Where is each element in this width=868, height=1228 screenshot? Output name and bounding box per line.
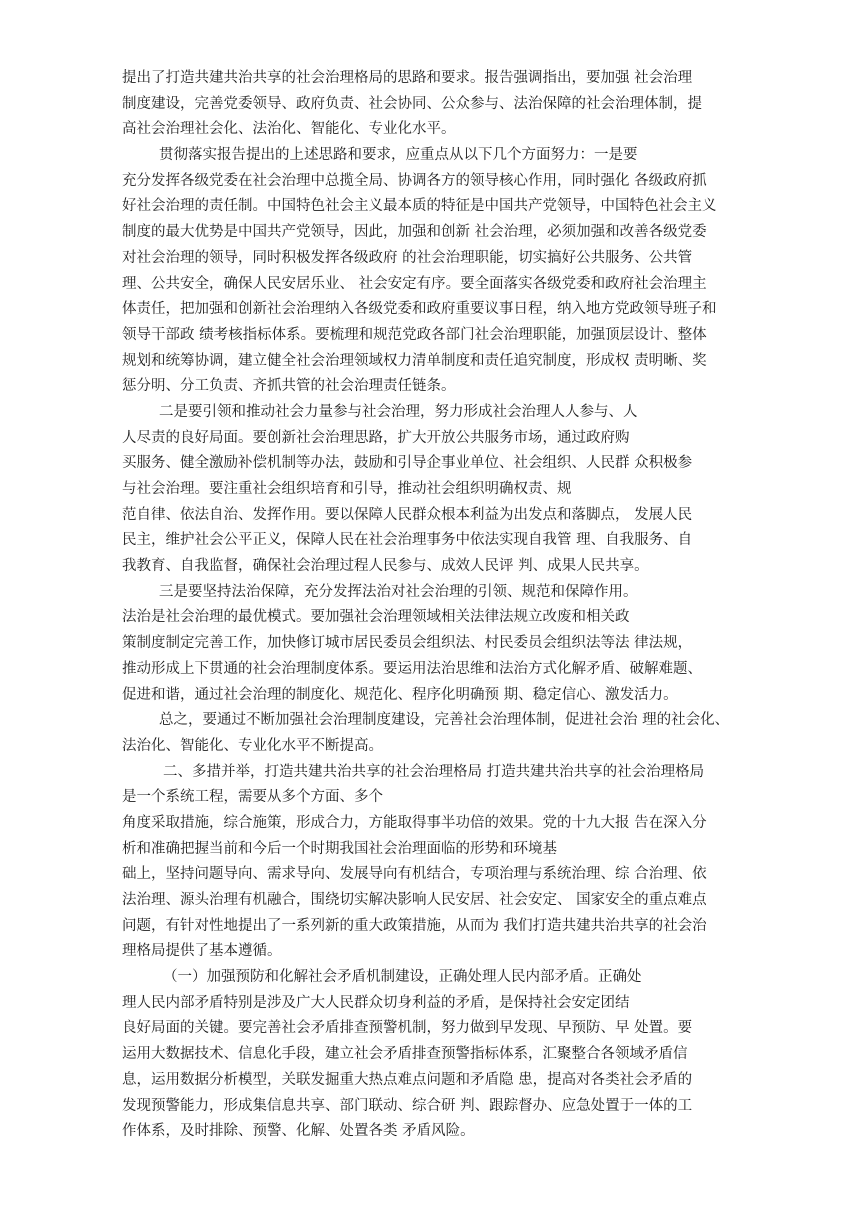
text-line: 息，运用数据分析模型，关联发掘重大热点难点问题和矛盾隐 患，提高对各类社会矛盾的 bbox=[122, 1071, 693, 1088]
text-line: 范自律、依法自治、发挥作用。要以保障人民群众根本利益为出发点和落脚点， 发展人民 bbox=[122, 506, 693, 523]
text-line: 我教育、自我监督，确保社会治理过程人民参与、成效人民评 判、成果人民共享。 bbox=[122, 558, 649, 575]
text-line: 制度建设，完善党委领导、政府负责、社会协同、公众参与、法治保障的社会治理体制，提 bbox=[122, 95, 702, 112]
text-line: 人尽责的良好局面。要创新社会治理思路，扩大开放公共服务市场，通过政府购 bbox=[122, 429, 630, 446]
text-line: 提出了打造共建共治共享的社会治理格局的思路和要求。报告强调指出，要加强 社会治理 bbox=[122, 70, 693, 86]
section-heading: 二、多措并举，打造共建共治共享的社会治理格局 打造共建共治共享的社会治理格局 bbox=[163, 763, 705, 780]
text-line: 析和准确把握当前和今后一个时期我国社会治理面临的形势和环境基 bbox=[122, 840, 557, 857]
text-line: 理人民内部矛盾特别是涉及广大人民群众切身利益的矛盾，是保持社会安定团结 bbox=[122, 994, 630, 1011]
text-line: 问题，有针对性地提出了一系列新的重大政策措施，从而为 我们打造共建共治共享的社会治 bbox=[122, 917, 707, 934]
text-line: 与社会治理。要注重社会组织培育和引导，推动社会组织明确权责、规 bbox=[122, 481, 572, 497]
text-line: 买服务、健全激励补偿机制等办法，鼓励和引导企事业单位、社会组织、人民群 众积极参 bbox=[122, 455, 693, 472]
paragraph-start: 总之，要通过不断加强社会治理制度建设，完善社会治理体制，促进社会治 理的社会化、 bbox=[159, 712, 730, 729]
document-body bbox=[122, 66, 748, 1145]
text-line: 角度采取措施，综合施策，形成合力，方能取得事半功倍的效果。党的十九大报 告在深入分 bbox=[122, 814, 707, 831]
text-line: 领导干部政 绩考核指标体系。要梳理和规范党政各部门社会治理职能，加强顶层设计、整体 bbox=[122, 326, 707, 343]
paragraph-start: 贯彻落实报告提出的上述思路和要求，应重点从以下几个方面努力：一是要 bbox=[159, 147, 638, 164]
text-line: 策制度制定完善工作，加快修订城市居民委员会组织法、村民委员会组织法等法 律法规， bbox=[122, 635, 693, 652]
text-line: 高社会治理社会化、法治化、智能化、专业化水平。 bbox=[122, 121, 456, 138]
text-line: 充分发挥各级党委在社会治理中总揽全局、协调各方的领导核心作用，同时强化 各级政府抓 bbox=[122, 172, 707, 189]
text-line: 促进和谐，通过社会治理的制度化、规范化、程序化明确预 期、稳定信心、激发活力。 bbox=[122, 686, 678, 703]
text-line: 理格局提供了基本遵循。 bbox=[122, 943, 282, 960]
text-line: 良好局面的关键。要完善社会矛盾排查预警机制，努力做到早发现、早预防、早 处置。要 bbox=[122, 1020, 693, 1037]
text-line: 制度的最大优势是中国共产党领导，因此，加强和创新 社会治理，必须加强和改善各级党委 bbox=[122, 224, 707, 241]
text-line: 理、公共安全，确保人民安居乐业、 社会安定有序。要全面落实各级党委和政府社会治理主 bbox=[122, 275, 707, 292]
text-line: 体责任，把加强和创新社会治理纳入各级党委和政府重要议事日程，纳入地方党政领导班子和 bbox=[122, 301, 717, 318]
text-line: 推动形成上下贯通的社会治理制度体系。要运用法治思维和法治方式化解矛盾、破解难题、 bbox=[122, 660, 702, 677]
text-line: 是一个系统工程，需要从多个方面、多个 bbox=[122, 789, 383, 806]
text-line: 作体系，及时排除、预警、化解、处置各类 矛盾风险。 bbox=[122, 1123, 475, 1140]
text-line: 对社会治理的领导，同时积极发挥各级政府 的社会治理职能，切实搞好公共服务、公共管 bbox=[122, 249, 693, 266]
paragraph-start: 三是要坚持法治保障，充分发挥法治对社会治理的引领、规范和保障作用。 bbox=[159, 583, 638, 600]
paragraph-start: 二是要引领和推动社会力量参与社会治理，努力形成社会治理人人参与、人 bbox=[159, 403, 638, 420]
text-line: 规划和统筹协调，建立健全社会治理领域权力清单制度和责任追究制度，形成权 责明晰、奖 bbox=[122, 352, 707, 369]
text-line: 发现预警能力，形成集信息共享、部门联动、综合研 判、跟踪督办、应急处置于一体的工 bbox=[122, 1097, 693, 1114]
text-line: 法治是社会治理的最优模式。要加强社会治理领域相关法律法规立改废和相关政 bbox=[122, 609, 630, 626]
text-line: 法治理、源头治理有机融合，围绕切实解决影响人民安居、社会安定、 国家安全的重点难点 bbox=[122, 892, 707, 908]
text-line: 法治化、智能化、专业化水平不断提高。 bbox=[122, 737, 383, 754]
text-line: 础上，坚持问题导向、需求导向、发展导向有机结合，专项治理与系统治理、综 合治理、依 bbox=[122, 866, 707, 883]
text-line: 民主，维护社会公平正义，保障人民在社会治理事务中依法实现自我管 理、自我服务、自 bbox=[122, 532, 693, 549]
text-line: 好社会治理的责任制。中国特色社会主义最本质的特征是中国共产党领导，中国特色社会主义 bbox=[122, 198, 717, 215]
text-line: 运用大数据技术、信息化手段，建立社会矛盾排查预警指标体系，汇聚整合各领域矛盾信 bbox=[122, 1046, 688, 1063]
text-line: 惩分明、分工负责、齐抓共管的社会治理责任链条。 bbox=[122, 378, 456, 395]
subsection-heading: （一）加强预防和化解社会矛盾机制建设，正确处理人民内部矛盾。正确处 bbox=[163, 969, 642, 986]
